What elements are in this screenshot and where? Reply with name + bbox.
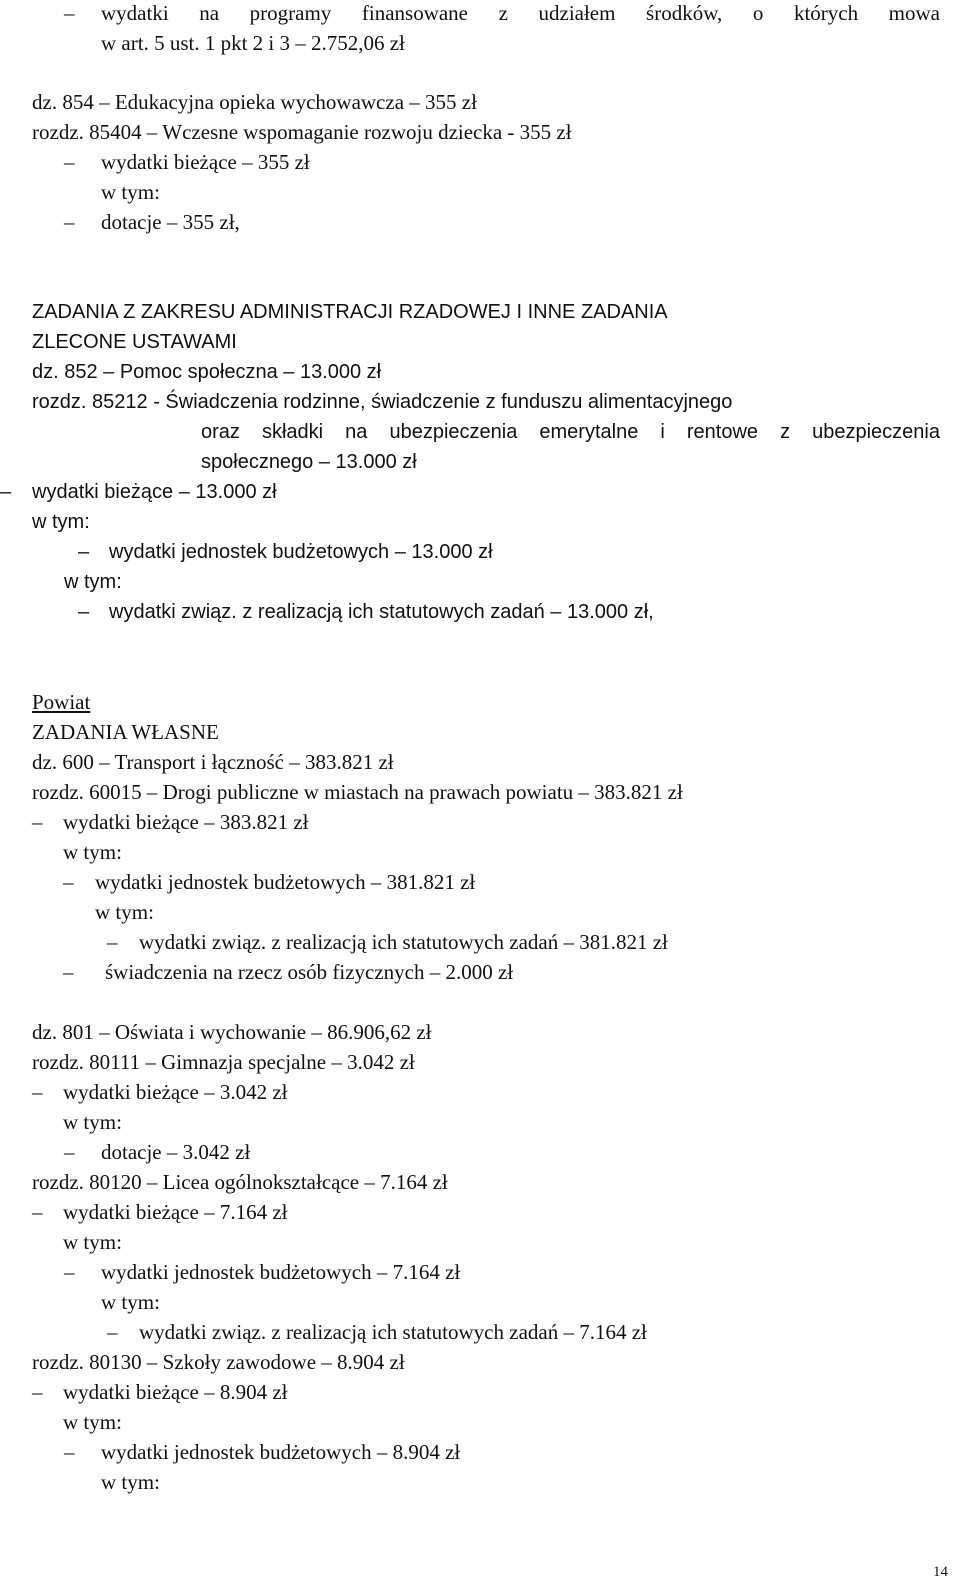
list-dash: – <box>64 1260 75 1284</box>
text-line: w tym: <box>63 1410 122 1434</box>
text-line: w tym: <box>63 1230 122 1254</box>
text-line: wydatki związ. z realizacją ich statutowych zadań – 7.164 zł <box>139 1320 647 1344</box>
text-line: świadczenia na rzecz osób fizycznych – 2.000 zł <box>105 960 514 984</box>
text-line: ZADANIA Z ZAKRESU ADMINISTRACJI RZADOWEJ I INNE ZADANIA <box>32 301 668 323</box>
list-dash: – <box>32 1380 43 1404</box>
text-line: dz. 801 – Oświata i wychowanie – 86.906,62 zł <box>32 1020 432 1044</box>
list-dash: – <box>0 481 12 503</box>
text-line: w tym: <box>64 571 122 593</box>
text-line: w tym: <box>63 1110 122 1134</box>
text-line: w tym: <box>63 840 122 864</box>
text-line: rozdz. 80111 – Gimnazja specjalne – 3.042 zł <box>32 1050 415 1074</box>
list-dash: – <box>63 960 74 984</box>
text-line: wydatki związ. z realizacją ich statutowych zadań – 381.821 zł <box>139 930 668 954</box>
text-line: w art. 5 ust. 1 pkt 2 i 3 – 2.752,06 zł <box>101 31 405 55</box>
list-dash: – <box>64 210 75 234</box>
text-line: rozdz. 85404 – Wczesne wspomaganie rozwoju dziecka - 355 zł <box>32 120 572 144</box>
list-dash: – <box>32 1200 43 1224</box>
text-line: w tym: <box>101 1290 160 1314</box>
text-line: w tym: <box>101 180 160 204</box>
text-line: wydatki bieżące – 355 zł <box>101 150 310 174</box>
page-number: 14 <box>933 1564 948 1580</box>
list-dash: – <box>63 870 74 894</box>
text-line: wydatki jednostek budżetowych – 7.164 zł <box>101 1260 461 1284</box>
list-dash: – <box>107 930 118 954</box>
text-line: wydatki jednostek budżetowych – 13.000 zł <box>109 541 493 563</box>
text-line: rozdz. 60015 – Drogi publiczne w miastach na prawach powiatu – 383.821 zł <box>32 780 683 804</box>
list-dash: – <box>64 150 75 174</box>
text-line: wydatki bieżące – 3.042 zł <box>63 1080 288 1104</box>
text-line: w tym: <box>95 900 154 924</box>
text-line: dotacje – 3.042 zł <box>101 1140 251 1164</box>
text-line: w tym: <box>32 511 90 533</box>
text-line: wydatki jednostek budżetowych – 8.904 zł <box>101 1440 461 1464</box>
text-line: wydatki bieżące – 8.904 zł <box>63 1380 288 1404</box>
list-dash: – <box>107 1320 118 1344</box>
text-line: oraz składki na ubezpieczenia emerytalne i rentowe z ubezpieczenia <box>201 421 940 443</box>
text-line: dotacje – 355 zł, <box>101 210 240 234</box>
text-line: społecznego – 13.000 zł <box>201 451 417 473</box>
text-line: ZLECONE USTAWAMI <box>32 331 237 353</box>
text-line: wydatki bieżące – 13.000 zł <box>32 481 277 503</box>
list-dash: – <box>32 810 43 834</box>
text-line: rozdz. 80130 – Szkoły zawodowe – 8.904 zł <box>32 1350 405 1374</box>
text-line: dz. 600 – Transport i łączność – 383.821 zł <box>32 750 394 774</box>
text-line: w tym: <box>101 1470 160 1494</box>
text-line: wydatki bieżące – 7.164 zł <box>63 1200 288 1224</box>
text-line: wydatki związ. z realizacją ich statutowych zadań – 13.000 zł, <box>109 601 654 623</box>
list-dash: – <box>64 1 75 25</box>
list-dash: – <box>64 1140 75 1164</box>
text-line: dz. 854 – Edukacyjna opieka wychowawcza – 355 zł <box>32 90 477 114</box>
text-line: rozdz. 85212 - Świadczenia rodzinne, świadczenie z funduszu alimentacyjnego <box>32 391 733 413</box>
text-line: Powiat <box>32 690 91 714</box>
list-dash: – <box>78 601 90 623</box>
list-dash: – <box>32 1080 43 1104</box>
text-line: wydatki na programy finansowane z udziałem środków, o których mowa <box>101 1 940 25</box>
list-dash: – <box>78 541 90 563</box>
text-line: wydatki bieżące – 383.821 zł <box>63 810 309 834</box>
text-line: ZADANIA WŁASNE <box>32 720 219 744</box>
list-dash: – <box>64 1440 75 1464</box>
text-line: dz. 852 – Pomoc społeczna – 13.000 zł <box>32 361 382 383</box>
text-line: rozdz. 80120 – Licea ogólnokształcące – 7.164 zł <box>32 1170 448 1194</box>
text-line: wydatki jednostek budżetowych – 381.821 zł <box>95 870 476 894</box>
